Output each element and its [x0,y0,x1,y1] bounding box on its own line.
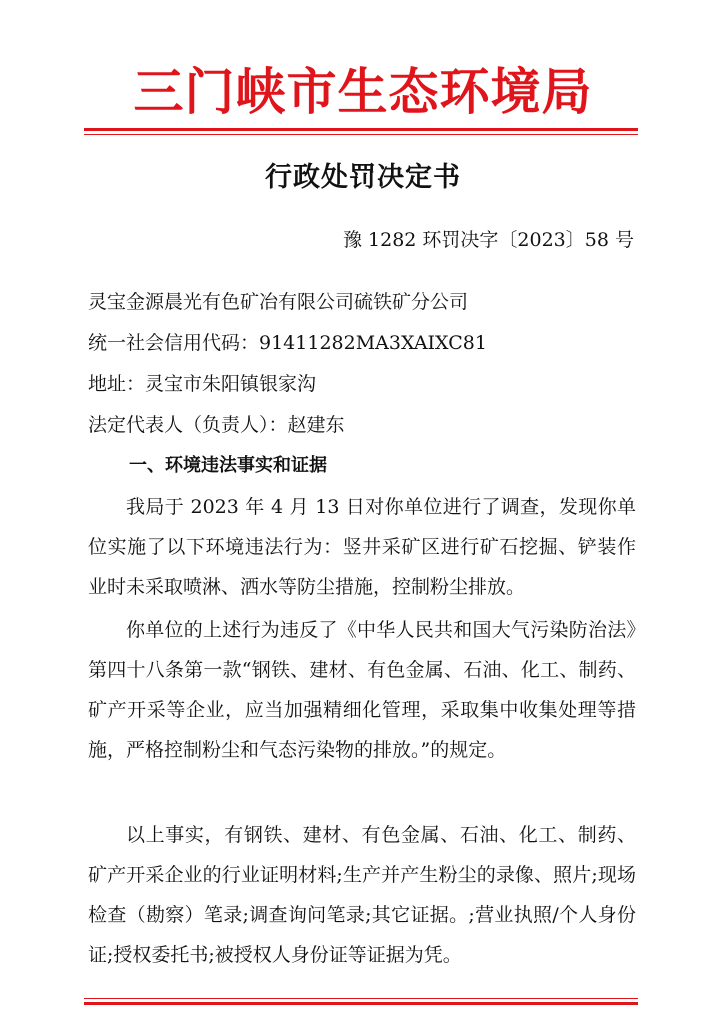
agency-masthead: 三门峡市生态环境局 [133,62,593,121]
paragraph-facts: 我局于 2023 年 4 月 13 日对你单位进行了调查，发现你单位实施了以下环境违法行为：竖井采矿区进行矿石挖掘、铲装作业时未采取喷淋、洒水等防尘措施，控制粉尘排放。 [88,496,636,598]
document-number: 豫 1282 环罚决字〔2023〕58 号 [342,229,634,251]
header-rule-thick [84,128,638,131]
document-title: 行政处罚决定书 [265,162,461,193]
party-representative: 法定代表人（负责人）：赵建东 [88,414,345,436]
party-address: 地址：灵宝市朱阳镇银家沟 [88,373,317,395]
paragraph-evidence: 以上事实，有钢铁、建材、有色金属、石油、化工、制药、矿产开采企业的行业证明材料;生产并产生粉尘的录像、照片;现场检查（勘察）笔录;调查询问笔录;其它证据。;营业执照/个人身份证;授权委托书;被授权人身份证等证据为凭。 [88,824,636,966]
footer-rule-thick [84,1002,638,1005]
party-company: 灵宝金源晨光有色矿冶有限公司硫铁矿分公司 [88,291,469,313]
header-rule-thin [84,134,638,135]
paragraph-violation: 你单位的上述行为违反了《中华人民共和国大气污染防治法》第四十八条第一款“钢铁、建材、有色金属、石油、化工、制药、矿产开采等企业，应当加强精细化管理，采取集中收集处理等措施，严格控制粉尘和气态污染物的排放。”的规定。 [88,619,636,761]
party-credit-code: 统一社会信用代码：91411282MA3XAIXC81 [88,332,487,354]
section-heading: 一、环境违法事实和证据 [129,455,327,476]
footer-rule-thin [84,998,638,999]
